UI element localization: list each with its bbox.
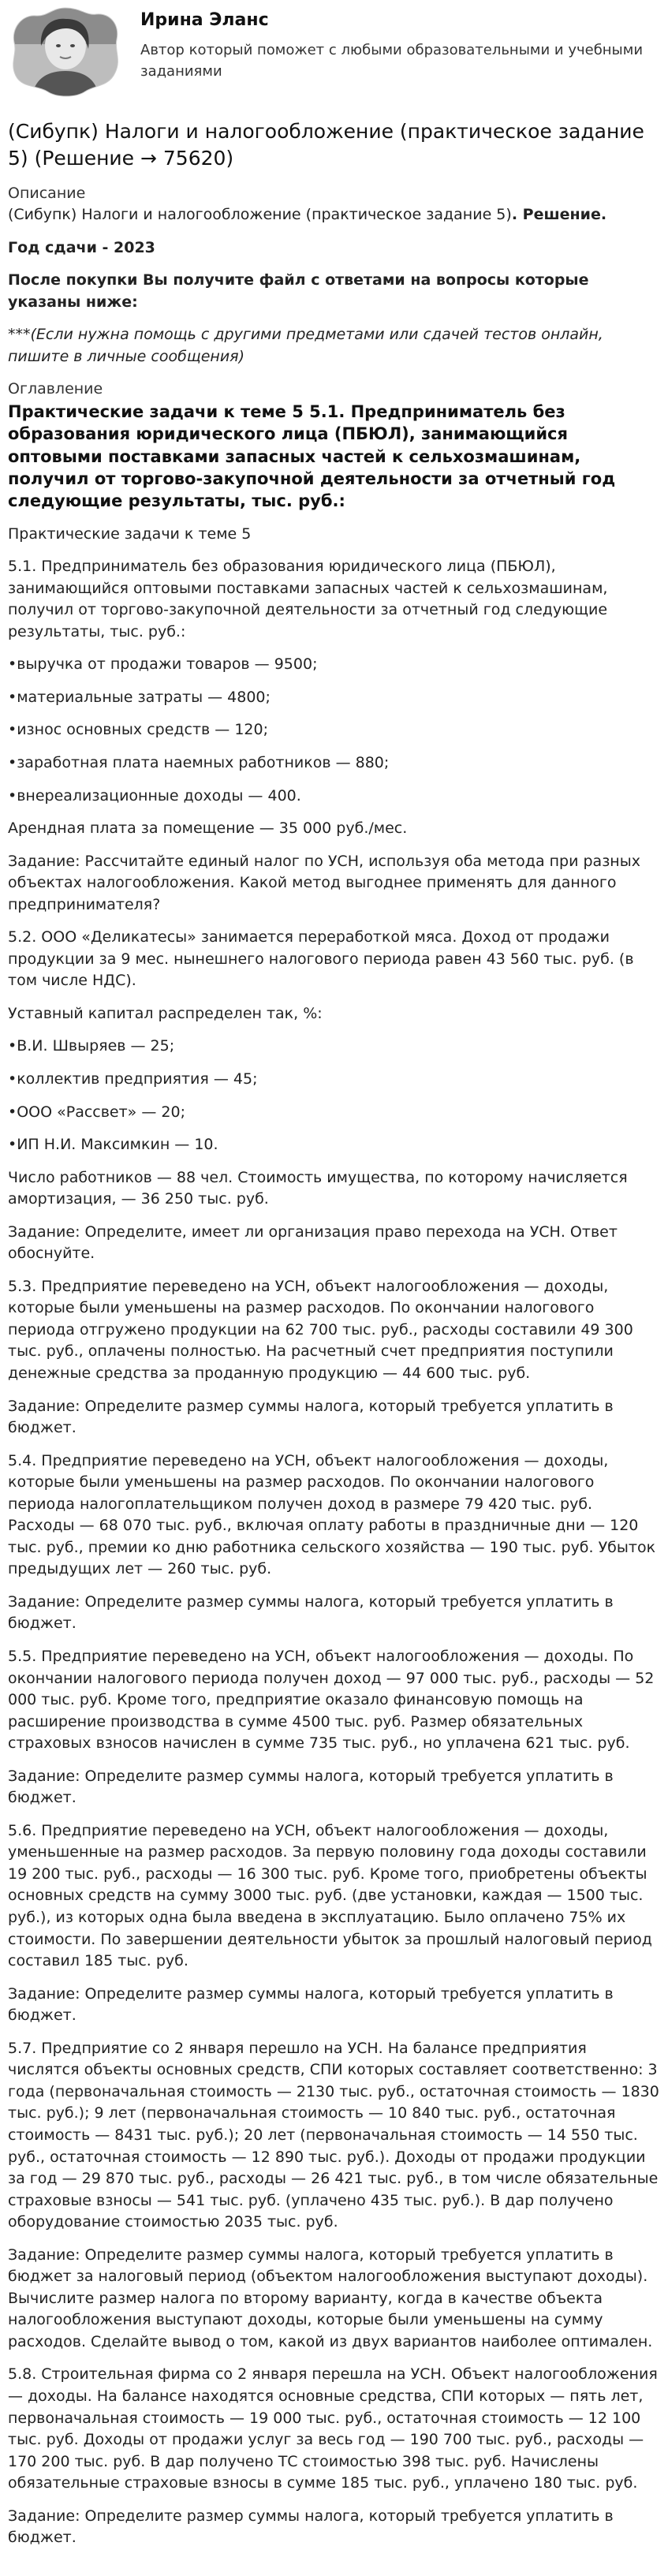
description-solution: . Решение. — [511, 206, 607, 224]
help-note: ***(Если нужна помощь с другими предметами или сдачей тестов онлайн, пишите в личные сообщения) — [8, 326, 603, 365]
description-label: Описание — [8, 184, 86, 202]
content-paragraph: 5.3. Предприятие переведено на УСН, объект налогообложения — доходы, которые были уменьшены на размер расходов. По окончании налогового периода отгружено продукции на 62 700 тыс. руб., расходы составили 49 300 тыс. руб., оплачены полностью. На расчетный счет предприятия поступили денежные средства за проданную продукцию — 44 600 тыс. руб. — [8, 1277, 633, 1382]
content-paragraph: •выручка от продажи товаров — 9500; — [8, 655, 318, 674]
content-paragraph: Задание: Определите размер суммы налога, который требуется уплатить в бюджет. — [8, 2507, 614, 2547]
content-paragraph: Задание: Определите размер суммы налога, который требуется уплатить в бюджет. — [8, 1397, 614, 1437]
author-description: Автор который поможет с любыми образовательными и учебными заданиями — [140, 41, 644, 80]
content-paragraph: •ООО «Рассвет» — 20; — [8, 1103, 185, 1121]
toc-heading: Практические задачи к теме 5 5.1. Предприниматель без образования юридического лица (ПБЮЛ), занимающийся оптовыми поставками запасных частей к сельхозмашинам, получил от торгово-закупочной деятельности за отчетный год следующие результаты, тыс. руб.: — [8, 401, 616, 511]
author-name[interactable]: Ирина Эланс — [140, 10, 269, 30]
content-paragraph: Задание: Определите, имеет ли организация право перехода на УСН. Ответ обоснуйте. — [8, 1223, 618, 1263]
content-paragraph: 5.8. Строительная фирма со 2 января перешла на УСН. Объект налогообложения — доходы. На балансе находятся основные средства, СПИ которых — пять лет, первоначальная стоимость — 19 000 тыс. руб., остаточная стоимость — 12 100 тыс. руб. Доходы от продажи услуг за весь год — 190 700 тыс. руб., расходы — 170 200 тыс. руб. В дар получено ТС стоимостью 398 тыс. руб. Начислены обязательные страховые взносы в сумме 185 тыс. руб., уплачено 180 тыс. руб. — [8, 2365, 658, 2492]
content-paragraph: •материальные затраты — 4800; — [8, 688, 271, 706]
content-paragraph: Задание: Рассчитайте единый налог по УСН, используя оба метода при разных объектах налогообложения. Какой метод выгоднее применять для данного предпринимателя? — [8, 852, 640, 913]
content-paragraph: 5.7. Предприятие со 2 января перешло на УСН. На балансе предприятия числятся объекты основных средств, СПИ которых составляет соответственно: 3 года (первоначальная стоимость — 2130 тыс. руб., остаточная стоимость — 1830 тыс. руб.); 9 лет (первоначальная стоимость — 10 840 тыс. руб., остаточная стоимость — 8431 тыс. руб.); 20 лет (первоначальная стоимость — 14 550 тыс. руб., остаточная стоимость — 12 890 тыс. руб.). Доходы от продажи продукции за год — 29 870 тыс. руб., расходы — 26 421 тыс. руб., в том числе обязательные страховые взносы — 541 тыс. руб. (уплачено 435 тыс. руб.). В дар получено оборудование стоимостью 2035 тыс. руб. — [8, 2039, 659, 2231]
page-title: (Сибупк) Налоги и налогообложение (практическое задание 5) (Решение → 75620) — [8, 120, 644, 170]
avatar-image — [8, 5, 123, 98]
content-paragraph: Число работников — 88 чел. Стоимость имущества, по которому начисляется амортизация, — 36 250 тыс. руб. — [8, 1168, 628, 1208]
content-paragraph: 5.5. Предприятие переведено на УСН, объект налогообложения — доходы. По окончании налогового периода получен доход — 97 000 тыс. руб., расходы — 52 000 тыс. руб. Кроме того, предприятие оказало финансовую помощь на расширение производства в сумме 4500 тыс. руб. Размер обязательных страховых взносов начислен в сумме 735 тыс. руб., но уплачена 621 тыс. руб. — [8, 1648, 655, 1753]
content-paragraph: Уставный капитал распределен так, %: — [8, 1004, 323, 1022]
after-purchase-note: После покупки Вы получите файл с ответами на вопросы которые указаны ниже: — [8, 271, 589, 311]
author-card — [8, 5, 660, 98]
content-paragraph: •внереализационные доходы — 400. — [8, 786, 301, 805]
content-paragraph: Задание: Определите размер суммы налога, который требуется уплатить в бюджет. — [8, 1592, 614, 1633]
content-paragraph: Задание: Определите размер суммы налога, который требуется уплатить в бюджет. — [8, 1767, 614, 1807]
description-text: (Сибупк) Налоги и налогообложение (практическое задание 5) — [8, 206, 512, 224]
content-paragraph: Задание: Определите размер суммы налога, который требуется уплатить в бюджет. — [8, 1984, 614, 2025]
content-paragraph: 5.1. Предприниматель без образования юридического лица (ПБЮЛ), занимающийся оптовыми поставками запасных частей к сельхозмашинам, получил от торгово-закупочной деятельности за отчетный год следующие результаты, тыс. руб.: — [8, 558, 608, 640]
content-paragraph: Арендная плата за помещение — 35 000 руб./мес. — [8, 819, 408, 838]
author-info — [140, 5, 660, 82]
content-paragraph: •В.И. Швыряев — 25; — [8, 1037, 175, 1055]
content-paragraph: Задание: Определите размер суммы налога, который требуется уплатить в бюджет за налоговый период (объектом налогообложения выступают доходы). Вычислите размер налога по второму варианту, когда в качестве объекта налогообложения выступают доходы, которые были уменьшены на сумму расходов. Сделайте вывод о том, какой из двух вариантов наиболее оптимален. — [8, 2246, 653, 2350]
content-paragraph: •заработная плата наемных работников — 880; — [8, 753, 390, 771]
content-paragraph: 5.2. ООО «Деликатесы» занимается переработкой мяса. Доход от продажи продукции за 9 мес. нынешнего налогового периода равен 43 560 тыс. руб. (в том числе НДС). — [8, 928, 634, 990]
year-line: Год сдачи - 2023 — [8, 238, 155, 256]
content-paragraph: 5.6. Предприятие переведено на УСН, объект налогообложения — доходы, уменьшенные на размер расходов. За первую половину года доходы составили 19 200 тыс. руб., расходы — 16 300 тыс. руб. Кроме того, приобретены объекты основных средств на сумму 3000 тыс. руб. (две установки, каждая — 1500 тыс. руб.), из которых одна была введена в эксплуатацию. Было оплачено 75% их стоимости. По завершении деятельности убыток за прошлый налоговый период составил 185 тыс. руб. — [8, 1821, 652, 1970]
content-paragraph: •коллектив предприятия — 45; — [8, 1070, 258, 1088]
avatar[interactable] — [8, 5, 123, 98]
description-line — [8, 204, 660, 226]
content-paragraph: Практические задачи к теме 5 — [8, 525, 252, 543]
content-paragraph: •износ основных средств — 120; — [8, 721, 269, 739]
toc-label: Оглавление — [8, 380, 103, 398]
content-paragraph: 5.4. Предприятие переведено на УСН, объект налогообложения — доходы, которые были уменьшены на размер расходов. По окончании налогового периода налогоплательщиком получен доход в размере 79 420 тыс. руб. Расходы — 68 070 тыс. руб., включая оплату работы в праздничные дни — 120 тыс. руб., премии ко дню работника сельского хозяйства — 190 тыс. руб. Убыток предыдущих лет — 260 тыс. руб. — [8, 1451, 656, 1578]
content-paragraph: •ИП Н.И. Максимкин — 10. — [8, 1136, 218, 1154]
